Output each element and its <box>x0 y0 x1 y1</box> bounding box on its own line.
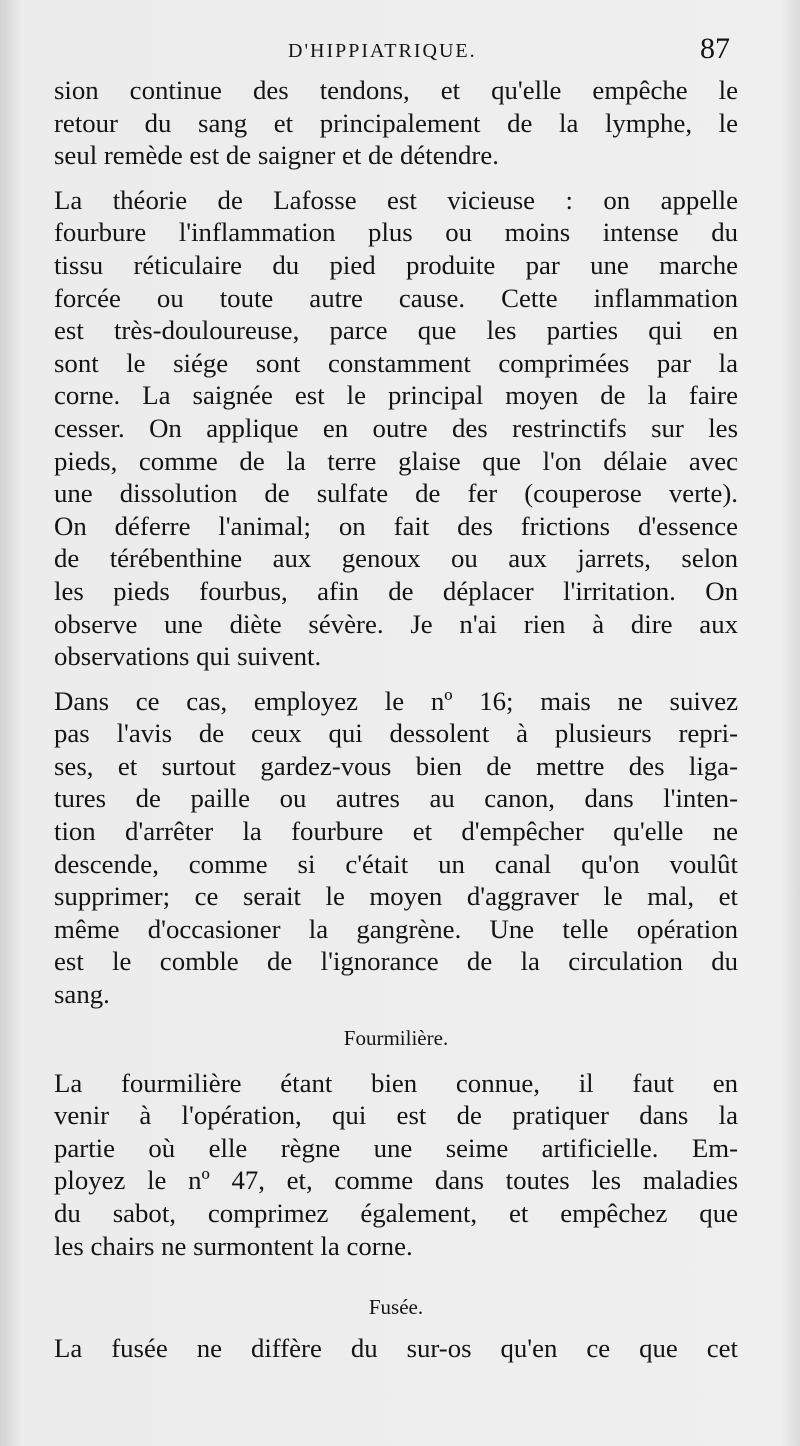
text-line: ses, et surtout gardez-vous bien de mettre des liga- <box>54 750 738 781</box>
text-line: tion d'arrêter la fourbure et d'empêcher qu'elle ne <box>54 816 738 847</box>
text-line: pas l'avis de ceux qui dessolent à plusieurs repri- <box>54 718 738 749</box>
paragraph-3 <box>54 685 738 1011</box>
text-line: même d'occasioner la gangrène. Une telle opération <box>54 913 738 944</box>
text-line: On déferre l'animal; on fait des frictions d'essence <box>54 510 738 541</box>
section-title-fourmiliere: Fourmilière. <box>343 1025 449 1050</box>
paragraph-fourmiliere <box>54 1067 738 1263</box>
section-title-fusee: Fusée. <box>368 1295 424 1320</box>
text-line: forcée ou toute autre cause. Cette inflammation <box>54 282 738 313</box>
text-line: sont le siége sont constamment comprimées par la <box>54 347 738 378</box>
text-body <box>54 74 738 1365</box>
text-line: fourbure l'inflammation plus ou moins intense du <box>54 217 738 248</box>
text-line: du sabot, comprimez également, et empêchez que <box>54 1198 738 1228</box>
text-line: est le comble de l'ignorance de la circulation du <box>54 946 738 977</box>
text-line: venir à l'opération, qui est de pratiquer dans la <box>54 1100 738 1131</box>
text-line: les pieds fourbus, afin de déplacer l'irritation. On <box>54 575 738 606</box>
page-header <box>0 32 800 72</box>
text-line: La fourmilière étant bien connue, il faut en <box>54 1067 738 1098</box>
text-line: La fusée ne diffère du sur-os qu'en ce que cet <box>54 1333 738 1364</box>
text-line: seul remède est de saigner et de détendre. <box>54 140 499 171</box>
running-head: D'HIPPIATRIQUE. <box>288 40 477 62</box>
text-line: supprimer; ce serait le moyen d'aggraver le mal, et <box>54 881 738 912</box>
paragraph-2 <box>54 184 738 673</box>
text-line: retour du sang et principalement de la lymphe, le <box>54 107 738 138</box>
text-line: tissu réticulaire du pied produite par une marche <box>54 249 738 280</box>
text-line: pieds, comme de la terre glaise que l'on délaie avec <box>54 445 738 476</box>
text-line: tures de paille ou autres au canon, dans l'inten- <box>54 783 738 814</box>
text-line: de térébenthine aux genoux ou aux jarrets, selon <box>54 543 738 574</box>
text-line: cesser. On applique en outre des restrinctifs sur les <box>54 412 738 443</box>
text-line: observe une diète sévère. Je n'ai rien à dire aux <box>54 608 738 639</box>
text-line: Dans ce cas, employez le nº 16; mais ne suivez <box>54 685 738 716</box>
paragraph-1 <box>54 74 738 172</box>
text-line: corne. La saignée est le principal moyen de la faire <box>54 380 738 411</box>
text-line: observations qui suivent. <box>54 641 322 672</box>
text-line: ployez le nº 47, et, comme dans toutes les maladies <box>54 1165 738 1196</box>
text-line: sang. <box>54 979 110 1010</box>
text-line: une dissolution de sulfate de fer (couperose verte). <box>54 478 738 509</box>
text-line: descende, comme si c'était un canal qu'on voulût <box>54 848 738 879</box>
text-line: sion continue des tendons, et qu'elle empêche le <box>54 75 738 105</box>
page-number: 87 <box>700 32 730 65</box>
text-line: La théorie de Lafosse est vicieuse : on appelle <box>54 184 738 215</box>
text-line: partie où elle règne une seime artificielle. Em- <box>54 1132 738 1163</box>
paragraph-fusee <box>54 1332 738 1365</box>
text-line: est très-douloureuse, parce que les parties qui en <box>54 315 738 346</box>
text-line: les chairs ne surmontent la corne. <box>54 1230 413 1261</box>
